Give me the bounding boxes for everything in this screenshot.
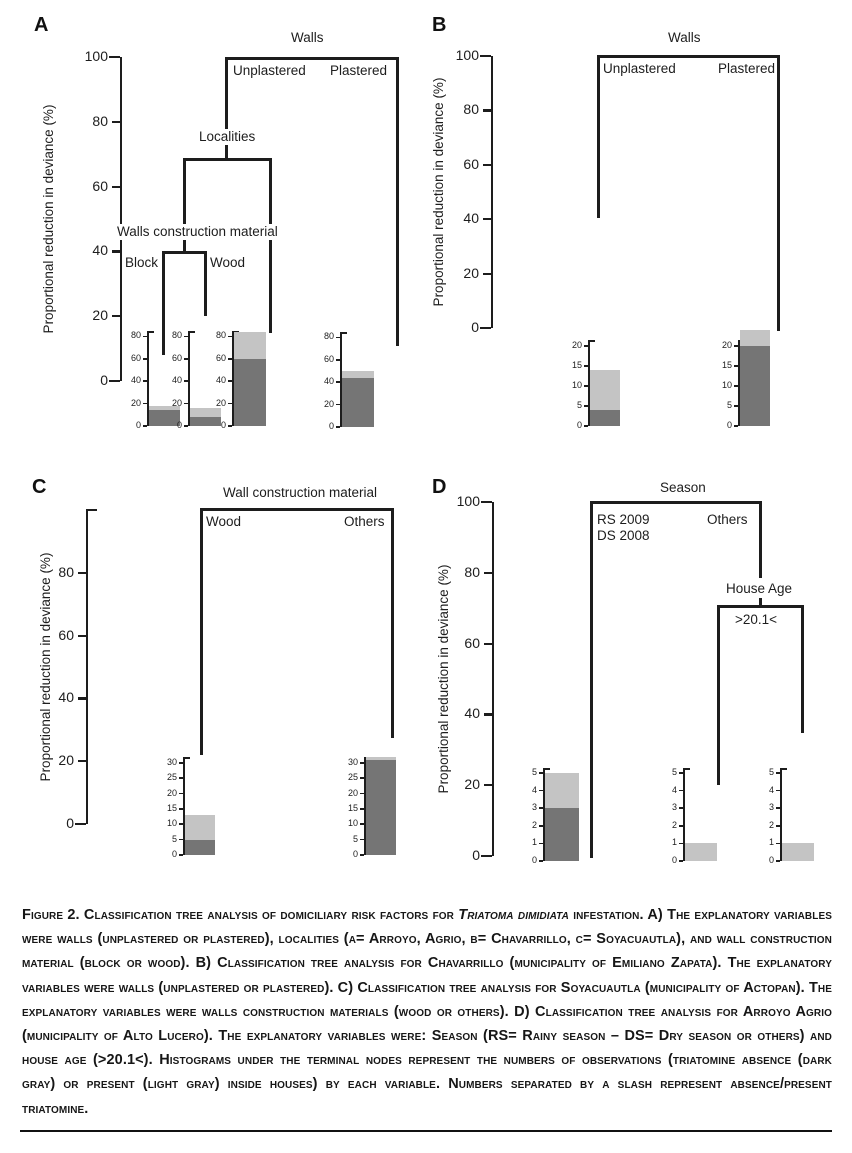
- panel-d-y-axis-title: Proportional reduction in deviance (%): [436, 564, 451, 794]
- hist-tick-label: 0: [135, 419, 141, 430]
- d-season-split-line: [590, 501, 762, 504]
- hist-tick-label: 10: [347, 818, 358, 829]
- hist-tick: [143, 380, 148, 382]
- hist-tick-label: 60: [215, 352, 226, 363]
- axis-tick: [75, 823, 86, 825]
- hist-tick-label: 5: [352, 833, 358, 844]
- axis-tick-label: 80: [463, 101, 479, 118]
- axis-tick: [78, 572, 86, 574]
- bar-absence-dark: [545, 808, 579, 861]
- axis-tick-label: 80: [92, 112, 108, 129]
- a-wood-branch-line: [204, 251, 207, 316]
- hist-axis-top-cap: [683, 768, 690, 770]
- d-hist-age-left: [671, 767, 719, 865]
- hist-tick-label: 20: [171, 397, 182, 408]
- hist-axis-top-cap: [147, 331, 154, 333]
- axis-tick-label: 40: [92, 242, 108, 259]
- hist-tick-label: 5: [726, 400, 732, 410]
- hist-axis-top-cap: [588, 340, 595, 342]
- hist-tick: [360, 777, 365, 779]
- hist-tick: [776, 843, 781, 845]
- hist-tick-label: 1: [531, 837, 537, 848]
- hist-tick: [584, 425, 589, 427]
- axis-tick-label: 0: [471, 319, 479, 335]
- axis-tick-label: 80: [464, 563, 480, 580]
- axis-tick-label: 60: [463, 155, 479, 172]
- c-material-split-label: Wall construction material: [223, 485, 378, 500]
- hist-tick: [360, 808, 365, 810]
- hist-tick-label: 0: [171, 848, 177, 859]
- hist-axis-top-cap: [780, 768, 787, 770]
- d-age-right-branch-line: [801, 605, 804, 733]
- hist-tick: [360, 854, 365, 856]
- bar-absence-dark: [234, 359, 266, 426]
- hist-tick-label: 2: [768, 819, 774, 830]
- hist-tick-label: 4: [768, 784, 774, 795]
- hist-tick: [679, 843, 684, 845]
- hist-tick-label: 0: [352, 848, 358, 859]
- hist-tick-label: 10: [166, 818, 177, 829]
- axis-tick: [112, 250, 120, 252]
- axis-tick-label: 20: [58, 752, 74, 769]
- d-age-left-branch-line: [717, 605, 720, 785]
- a-localities-right-branch-line: [269, 158, 272, 333]
- axis-tick-label: 40: [463, 210, 479, 227]
- axis-tick: [78, 760, 86, 762]
- hist-tick-label: 20: [721, 340, 732, 350]
- d-others-branch-line: [759, 501, 762, 578]
- a-material-split-line: [162, 251, 207, 254]
- axis-tick: [112, 121, 120, 123]
- axis-tick: [484, 572, 492, 574]
- hist-axis-top-cap: [340, 332, 347, 334]
- hist-tick: [336, 359, 341, 361]
- hist-tick-label: 60: [130, 352, 141, 363]
- axis-tick-label: 20: [463, 264, 479, 281]
- c-hist-wood: [166, 756, 217, 859]
- panel-b-label: B: [432, 14, 447, 36]
- caption-species-italic: Triatoma dimidiata: [458, 907, 569, 923]
- hist-tick-label: 10: [721, 380, 732, 390]
- hist-tick-label: 20: [166, 787, 177, 798]
- hist-tick-label: 15: [721, 360, 732, 370]
- c-wood-branch-line: [200, 508, 203, 755]
- bar-present-light: [545, 773, 579, 808]
- hist-tick-label: 15: [347, 802, 358, 813]
- hist-tick-label: 10: [571, 380, 582, 390]
- hist-tick: [143, 425, 148, 427]
- axis-tick: [109, 380, 120, 382]
- hist-tick: [179, 854, 184, 856]
- bar-present-light: [342, 371, 374, 378]
- axis-top-cap: [86, 509, 97, 511]
- d-hist-rs-ds: [531, 767, 581, 865]
- axis-tick-label: 0: [100, 372, 108, 388]
- hist-tick: [679, 772, 684, 774]
- hist-tick: [584, 345, 589, 347]
- hist-tick: [179, 808, 184, 810]
- a-walls-split-line: [225, 57, 399, 60]
- c-others-branch-line: [391, 508, 394, 738]
- hist-tick-label: 30: [166, 756, 177, 767]
- bar-absence-dark: [590, 410, 620, 426]
- axis-tick-label: 60: [464, 634, 480, 651]
- panel-d-y-axis: [456, 493, 494, 863]
- hist-tick-label: 0: [671, 854, 677, 865]
- hist-tick: [734, 425, 739, 427]
- hist-tick: [679, 860, 684, 862]
- hist-tick-label: 1: [768, 837, 774, 848]
- axis-tick: [483, 164, 491, 166]
- bar-absence-dark: [185, 840, 215, 855]
- bottom-rule: [20, 1130, 832, 1132]
- hist-tick: [179, 777, 184, 779]
- axis-tick: [483, 218, 491, 220]
- d-season-split-label: Season: [660, 480, 706, 495]
- hist-tick: [143, 358, 148, 360]
- hist-tick-label: 15: [571, 360, 582, 370]
- axis-tick: [484, 784, 492, 786]
- hist-tick-label: 20: [347, 787, 358, 798]
- hist-tick-label: 60: [171, 352, 182, 363]
- panel-c-y-axis-title: Proportional reduction in deviance (%): [38, 552, 53, 782]
- c-hist-others: [347, 756, 398, 859]
- b-walls-split-line: [597, 55, 780, 58]
- axis-tick-label: 80: [58, 563, 74, 580]
- axis-tick: [78, 635, 86, 637]
- hist-tick: [584, 405, 589, 407]
- hist-tick: [360, 839, 365, 841]
- hist-tick: [228, 403, 233, 405]
- hist-tick-label: 0: [726, 420, 732, 430]
- bar-absence-dark: [342, 378, 374, 427]
- hist-tick: [143, 336, 148, 338]
- hist-tick-label: 2: [531, 819, 537, 830]
- hist-tick: [336, 381, 341, 383]
- hist-tick-label: 15: [166, 802, 177, 813]
- hist-tick: [336, 426, 341, 428]
- c-wood-label: Wood: [206, 514, 242, 529]
- hist-tick-label: 25: [347, 772, 358, 783]
- hist-tick: [539, 807, 544, 809]
- hist-tick-label: 20: [571, 340, 582, 350]
- a-walls-split-label: Walls: [291, 30, 324, 45]
- hist-tick-label: 1: [671, 837, 677, 848]
- hist-tick: [179, 762, 184, 764]
- hist-tick: [776, 860, 781, 862]
- d-age-threshold-label: >20.1<: [735, 612, 778, 627]
- hist-tick-label: 0: [220, 419, 226, 430]
- a-unplastered-label: Unplastered: [233, 63, 306, 78]
- hist-tick: [184, 358, 189, 360]
- hist-tick: [539, 825, 544, 827]
- axis-tick: [112, 186, 120, 188]
- panel-a-y-axis-title: Proportional reduction in deviance (%): [41, 104, 56, 334]
- d-house-age-split-line: [717, 605, 804, 608]
- hist-tick: [776, 807, 781, 809]
- hist-tick: [734, 365, 739, 367]
- hist-tick-label: 5: [171, 833, 177, 844]
- hist-tick-label: 40: [215, 375, 226, 386]
- hist-tick: [734, 405, 739, 407]
- hist-tick: [776, 772, 781, 774]
- d-rs-ds-branch-line: [590, 501, 593, 858]
- c-material-split-line: [200, 508, 394, 511]
- hist-tick: [184, 425, 189, 427]
- hist-tick: [679, 807, 684, 809]
- hist-tick: [584, 365, 589, 367]
- hist-tick-label: 30: [347, 756, 358, 767]
- bar-present-light: [685, 843, 717, 861]
- d-ds-2008-label: DS 2008: [597, 528, 650, 543]
- panel-c-label: C: [32, 476, 47, 498]
- hist-tick-label: 5: [768, 767, 774, 777]
- panel-b-y-axis-title: Proportional reduction in deviance (%): [431, 77, 446, 307]
- hist-tick-label: 60: [323, 353, 334, 364]
- panel-d-label: D: [432, 476, 447, 498]
- axis-tick-label: 60: [92, 177, 108, 194]
- hist-tick: [336, 404, 341, 406]
- bar-present-light: [190, 408, 221, 417]
- caption-text-lead: Figure 2. Classification tree analysis of domiciliary risk factors for: [22, 907, 459, 923]
- bar-absence-dark: [366, 760, 396, 855]
- a-material-split-label: Walls construction material: [117, 224, 278, 239]
- caption-text-body: infestation. A) The explanatory variables were walls (unplastered or plastered), localities (a= Arroyo, Agrio, b= Chavarrillo, c= Soyacuautla), and wall construction material (block or wood). B) Classification tree analysis for Chavarrillo (municipality of Emiliano Zapata). The explanatory variables were walls (unplastered or plastered). C) Classification tree analysis for Soyacuautla (municipality of Actopan). The explanatory variables were walls construction materials (wood or others). D) Classification tree analysis for Arroyo Agrio (municipality of Alto Lucero). The explanatory variables were: Season (RS= Rainy season – DS= Dry season or others) and house age (>20.1<). Histograms under the terminal nodes represent the numbers of observations (triatomine absence (dark gray) or present (light gray) inside houses) by each variable. Numbers separated by a slash represent absence/present triatomine.: [22, 907, 832, 1117]
- hist-tick-label: 80: [323, 331, 334, 342]
- axis-tick: [484, 643, 492, 645]
- panel-c-y-axis: [58, 510, 88, 831]
- axis-tick: [109, 56, 120, 58]
- hist-tick: [734, 385, 739, 387]
- hist-tick-label: 20: [215, 397, 226, 408]
- hist-tick-label: 3: [671, 802, 677, 813]
- hist-tick: [184, 336, 189, 338]
- hist-tick: [360, 823, 365, 825]
- hist-axis-top-cap: [543, 768, 550, 770]
- panel-b-y-axis: [455, 47, 493, 335]
- bar-present-light: [740, 330, 770, 346]
- hist-tick-label: 0: [768, 854, 774, 865]
- axis-tick-label: 100: [455, 47, 479, 63]
- axis-tick-label: 100: [84, 48, 108, 64]
- axis-tick: [483, 273, 491, 275]
- hist-tick: [179, 823, 184, 825]
- hist-tick-label: 0: [531, 854, 537, 865]
- a-localities-split-line: [183, 158, 272, 161]
- hist-tick-label: 20: [323, 398, 334, 409]
- hist-tick: [143, 403, 148, 405]
- hist-tick: [360, 793, 365, 795]
- hist-tick: [228, 380, 233, 382]
- axis-tick: [481, 501, 492, 503]
- hist-tick: [776, 790, 781, 792]
- hist-tick: [584, 385, 589, 387]
- bar-present-light: [782, 843, 814, 861]
- hist-tick-label: 40: [171, 375, 182, 386]
- d-house-age-split-label: House Age: [726, 581, 793, 596]
- a-hist-plastered: [323, 331, 376, 431]
- hist-tick: [539, 790, 544, 792]
- d-rs-2009-label: RS 2009: [597, 512, 650, 527]
- hist-tick: [228, 336, 233, 338]
- hist-tick-label: 2: [671, 819, 677, 830]
- hist-tick: [336, 337, 341, 339]
- axis-tick-label: 40: [464, 705, 480, 722]
- bar-present-light: [590, 370, 620, 410]
- axis-tick: [481, 855, 492, 857]
- axis-tick-label: 0: [66, 815, 74, 831]
- hist-tick: [679, 825, 684, 827]
- axis-tick: [480, 327, 491, 329]
- a-plastered-label: Plastered: [330, 63, 388, 78]
- b-hist-plastered: [721, 340, 772, 430]
- hist-tick: [184, 380, 189, 382]
- axis-tick-label: 20: [92, 307, 108, 324]
- hist-tick: [228, 358, 233, 360]
- axis-tick: [483, 109, 491, 111]
- hist-tick-label: 0: [176, 419, 182, 430]
- axis-tick: [78, 697, 86, 699]
- panel-a-label: A: [34, 14, 49, 36]
- hist-tick: [776, 825, 781, 827]
- hist-tick: [734, 345, 739, 347]
- hist-tick: [179, 839, 184, 841]
- axis-tick: [484, 713, 492, 715]
- hist-tick-label: 5: [576, 400, 582, 410]
- axis-tick-label: 100: [456, 493, 480, 509]
- hist-tick: [679, 790, 684, 792]
- bar-absence-dark: [740, 346, 770, 426]
- hist-tick-label: 0: [328, 420, 334, 431]
- a-wood-label: Wood: [210, 255, 246, 270]
- hist-tick: [184, 403, 189, 405]
- panel-a-y-axis: [84, 48, 122, 388]
- hist-tick-label: 3: [531, 802, 537, 813]
- b-hist-unplastered: [571, 340, 622, 430]
- b-walls-split-label: Walls: [668, 30, 701, 45]
- hist-tick: [360, 762, 365, 764]
- c-others-label: Others: [344, 514, 385, 529]
- b-plastered-branch-line: [777, 55, 780, 331]
- a-localities-split-label: Localities: [199, 129, 256, 144]
- hist-tick-label: 0: [576, 420, 582, 430]
- d-hist-age-right: [768, 767, 816, 865]
- figure-caption: [22, 903, 832, 1121]
- hist-tick-label: 4: [531, 784, 537, 795]
- hist-tick: [228, 425, 233, 427]
- axis-tick: [112, 315, 120, 317]
- hist-tick-label: 20: [130, 397, 141, 408]
- a-plastered-branch-line: [396, 57, 399, 346]
- hist-tick: [539, 772, 544, 774]
- hist-tick-label: 40: [130, 375, 141, 386]
- hist-tick: [539, 860, 544, 862]
- axis-tick-label: 20: [464, 776, 480, 793]
- axis-tick-label: 40: [58, 689, 74, 706]
- a-block-label: Block: [125, 255, 159, 270]
- hist-tick-label: 5: [531, 767, 537, 777]
- hist-tick-label: 80: [215, 330, 226, 341]
- hist-tick: [539, 843, 544, 845]
- b-plastered-label: Plastered: [718, 61, 776, 76]
- hist-tick-label: 40: [323, 376, 334, 387]
- axis-tick: [480, 55, 491, 57]
- hist-tick-label: 80: [171, 330, 182, 341]
- a-hist-localities-other: [215, 330, 268, 430]
- hist-tick: [179, 793, 184, 795]
- hist-tick-label: 4: [671, 784, 677, 795]
- d-others-label: Others: [707, 512, 748, 527]
- hist-axis-top-cap: [183, 757, 190, 759]
- hist-axis-top-cap: [188, 331, 195, 333]
- axis-tick-label: 0: [472, 847, 480, 863]
- b-unplastered-branch-line: [597, 55, 600, 218]
- hist-tick-label: 25: [166, 772, 177, 783]
- bar-present-light: [234, 332, 266, 359]
- axis-tick-label: 60: [58, 626, 74, 643]
- hist-tick-label: 80: [130, 330, 141, 341]
- hist-tick-label: 5: [671, 767, 677, 777]
- bar-present-light: [185, 815, 215, 840]
- b-unplastered-label: Unplastered: [603, 61, 676, 76]
- hist-tick-label: 3: [768, 802, 774, 813]
